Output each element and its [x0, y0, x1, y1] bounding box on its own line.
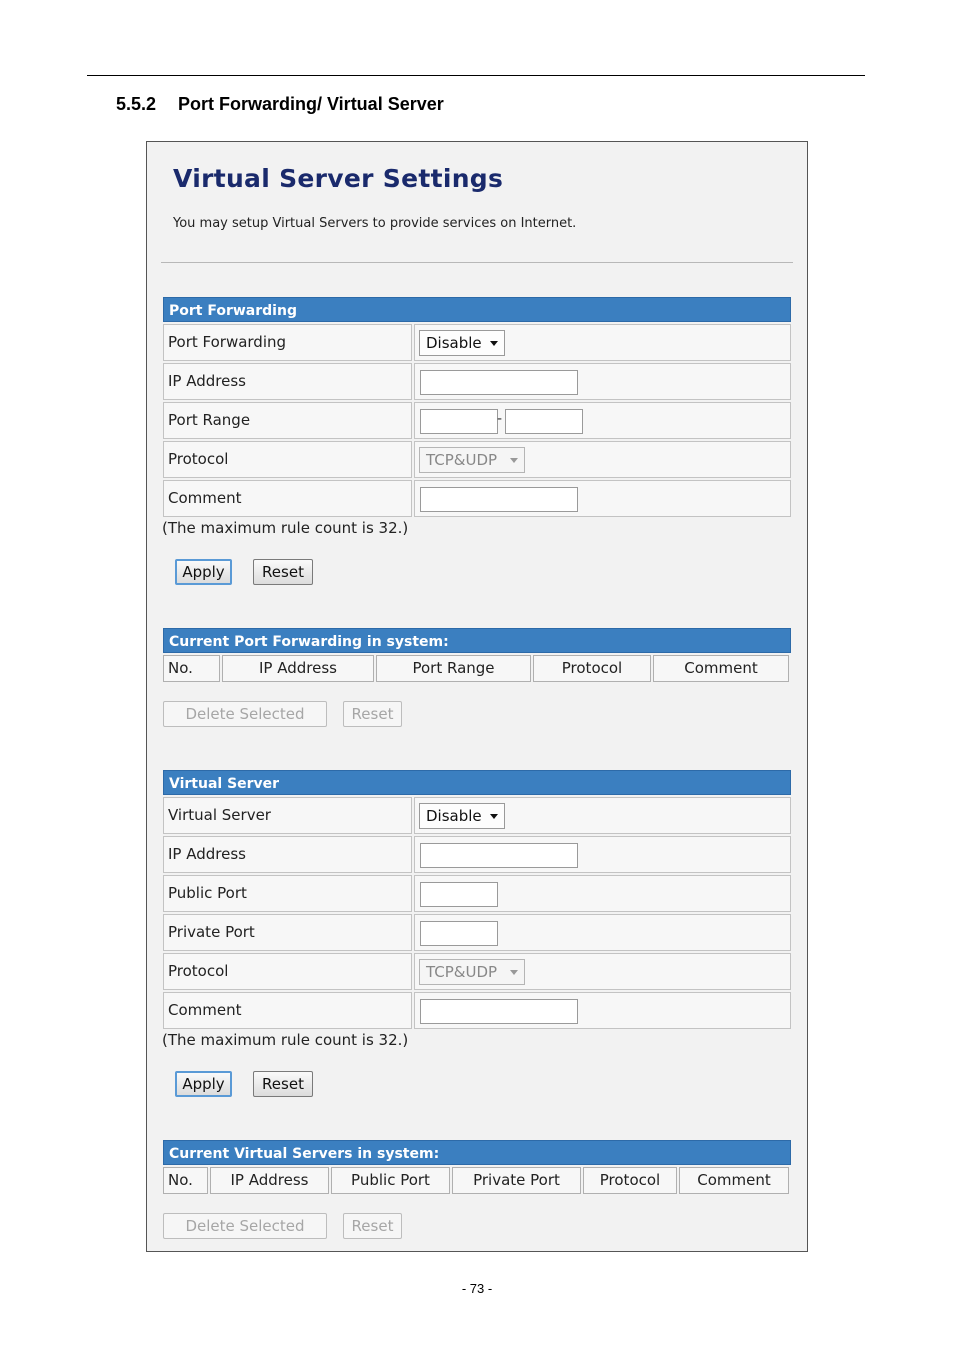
chevron-down-icon: [490, 814, 498, 819]
current-virtual-servers-section: [163, 1140, 791, 1194]
chevron-down-icon: [510, 458, 518, 463]
virtual-server-enable-row: [163, 795, 791, 834]
virtual-server-comment-row: [163, 990, 791, 1029]
virtual-server-private-port-label: Private Port: [163, 914, 412, 951]
port-range-separator: -: [497, 411, 503, 427]
page-description: You may setup Virtual Servers to provide services on Internet.: [173, 216, 577, 231]
current-virtual-servers-table-header: [163, 1167, 791, 1194]
section-title: Port Forwarding/ Virtual Server: [178, 94, 444, 114]
virtual-server-protocol-value: TCP&UDP: [426, 963, 498, 981]
port-forwarding-protocol-label: Protocol: [163, 441, 412, 478]
port-forwarding-max-rule-note: (The maximum rule count is 32.): [162, 519, 409, 537]
column-header: Comment: [679, 1167, 789, 1194]
chevron-down-icon: [490, 341, 498, 346]
chevron-down-icon: [510, 970, 518, 975]
port-forwarding-section: [163, 297, 791, 537]
top-rule: [87, 75, 865, 76]
section-heading: [116, 94, 444, 115]
virtual-server-enable-value: Disable: [426, 807, 482, 825]
virtual-server-protocol-select[interactable]: [419, 959, 525, 985]
current-port-forwarding-table-header: [163, 655, 791, 682]
current-port-forwarding-section: [163, 628, 791, 682]
port-forwarding-header: Port Forwarding: [163, 297, 791, 322]
current-virtual-servers-header: Current Virtual Servers in system:: [163, 1140, 791, 1165]
port-forwarding-ip-input[interactable]: [420, 370, 578, 395]
virtual-server-private-port-row: [163, 912, 791, 951]
port-forwarding-list-reset-button[interactable]: Reset: [343, 701, 402, 727]
virtual-server-comment-label: Comment: [163, 992, 412, 1029]
column-header: No.: [163, 655, 220, 682]
virtual-server-ip-input[interactable]: [420, 843, 578, 868]
column-header: Public Port: [331, 1167, 450, 1194]
port-forwarding-enable-value: Disable: [426, 334, 482, 352]
port-forwarding-apply-button[interactable]: Apply: [175, 559, 232, 585]
port-forwarding-reset-button[interactable]: Reset: [253, 559, 313, 585]
virtual-server-settings-panel: [146, 141, 808, 1252]
port-forwarding-comment-input[interactable]: [420, 487, 578, 512]
virtual-server-enable-label: Virtual Server: [163, 797, 412, 834]
virtual-server-comment-input[interactable]: [420, 999, 578, 1024]
virtual-server-section: [163, 770, 791, 1049]
port-range-start-input[interactable]: [420, 409, 498, 434]
current-port-forwarding-header: Current Port Forwarding in system:: [163, 628, 791, 653]
virtual-server-ip-label: IP Address: [163, 836, 412, 873]
port-forwarding-range-label: Port Range: [163, 402, 412, 439]
virtual-server-protocol-row: [163, 951, 791, 990]
port-forwarding-ip-row: [163, 361, 791, 400]
port-forwarding-enable-row: [163, 322, 791, 361]
column-header: Protocol: [583, 1167, 677, 1194]
virtual-server-public-port-label: Public Port: [163, 875, 412, 912]
port-forwarding-delete-selected-button[interactable]: Delete Selected: [163, 701, 327, 727]
port-forwarding-comment-row: [163, 478, 791, 517]
column-header: IP Address: [222, 655, 374, 682]
port-forwarding-protocol-value: TCP&UDP: [426, 451, 498, 469]
port-forwarding-comment-label: Comment: [163, 480, 412, 517]
page-title: Virtual Server Settings: [173, 164, 504, 193]
virtual-server-header: Virtual Server: [163, 770, 791, 795]
virtual-server-protocol-label: Protocol: [163, 953, 412, 990]
virtual-server-enable-select[interactable]: [419, 803, 505, 829]
port-forwarding-protocol-select[interactable]: [419, 447, 525, 473]
section-number: 5.5.2: [116, 94, 157, 114]
port-forwarding-ip-label: IP Address: [163, 363, 412, 400]
column-header: Private Port: [452, 1167, 581, 1194]
port-forwarding-enable-select[interactable]: [419, 330, 505, 356]
column-header: No.: [163, 1167, 208, 1194]
port-forwarding-range-row: [163, 400, 791, 439]
virtual-server-delete-selected-button[interactable]: Delete Selected: [163, 1213, 327, 1239]
port-forwarding-enable-label: Port Forwarding: [163, 324, 412, 361]
column-header: Port Range: [376, 655, 531, 682]
private-port-input[interactable]: [420, 921, 498, 946]
virtual-server-ip-row: [163, 834, 791, 873]
virtual-server-max-rule-note: (The maximum rule count is 32.): [162, 1031, 409, 1049]
column-header: Protocol: [533, 655, 651, 682]
column-header: IP Address: [210, 1167, 329, 1194]
divider: [161, 262, 793, 263]
public-port-input[interactable]: [420, 882, 498, 907]
virtual-server-apply-button[interactable]: Apply: [175, 1071, 232, 1097]
port-range-end-input[interactable]: [505, 409, 583, 434]
page-number: - 73 -: [461, 1281, 493, 1296]
virtual-server-list-reset-button[interactable]: Reset: [343, 1213, 402, 1239]
virtual-server-public-port-row: [163, 873, 791, 912]
port-forwarding-protocol-row: [163, 439, 791, 478]
virtual-server-reset-button[interactable]: Reset: [253, 1071, 313, 1097]
column-header: Comment: [653, 655, 789, 682]
